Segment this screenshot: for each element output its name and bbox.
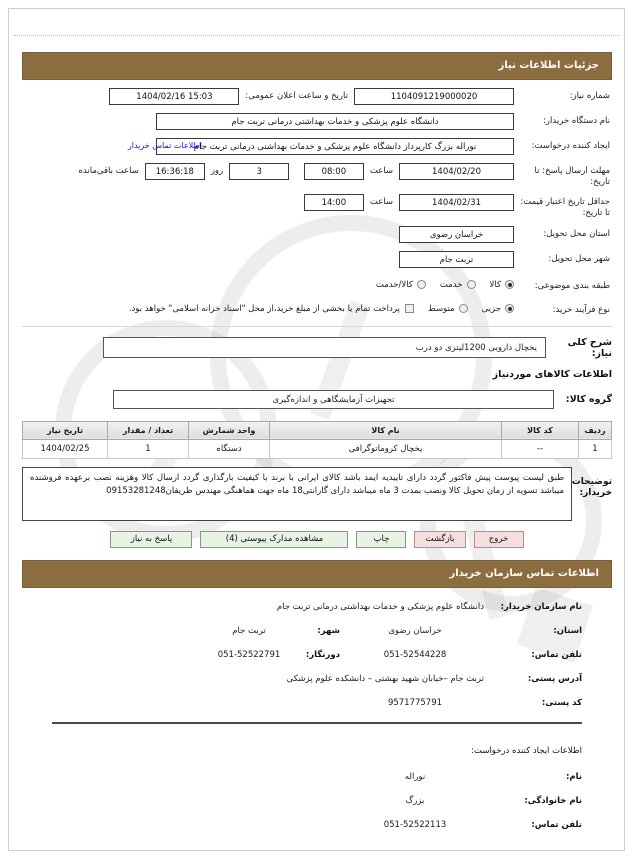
deadline-time-value: 08:00 xyxy=(304,163,364,180)
col-quantity: تعداد / مقدار xyxy=(108,421,189,439)
validity-date-value: 1404/02/31 xyxy=(399,194,514,211)
process-option-jozei-label: جزیی xyxy=(481,303,501,314)
goods-group-label: گروه کالا: xyxy=(565,393,612,405)
buyer-org-label: نام دستگاه خریدار: xyxy=(543,116,610,126)
need-number-row xyxy=(24,88,610,106)
process-option-jozei[interactable] xyxy=(482,304,514,314)
buyer-contact-panel xyxy=(22,588,612,708)
creator-info-panel xyxy=(22,772,612,830)
days-unit-label: روز xyxy=(210,166,224,176)
buyer-remarks-row xyxy=(22,467,612,521)
contact-section-title: اطلاعات تماس سازمان خریدار xyxy=(22,560,612,588)
cell-need-date: 1404/02/25 xyxy=(23,439,108,458)
contact-province-value: خراسان رضوی xyxy=(388,625,442,636)
col-code: کد کالا xyxy=(502,421,579,439)
view-attachments-button[interactable]: مشاهده مدارک پیوستی (4) xyxy=(200,531,348,548)
contact-phone-row xyxy=(52,650,582,660)
city-label: شهر محل تحویل: xyxy=(548,253,610,264)
contact-address-row xyxy=(52,674,582,684)
page-title: جزئیات اطلاعات نیاز xyxy=(22,52,612,80)
creator-firstname-row xyxy=(52,772,582,782)
radio-icon-kala-khedmat[interactable] xyxy=(417,280,426,289)
province-row xyxy=(24,226,610,244)
creator-lastname-value: بزرگ xyxy=(405,795,425,806)
action-button-bar xyxy=(22,531,612,548)
back-button[interactable]: بازگشت xyxy=(414,531,465,548)
top-divider xyxy=(14,35,620,36)
contact-address-label: آدرس پستی: xyxy=(527,673,582,684)
contact-city-label: شهر: xyxy=(317,625,340,636)
treasury-docs-checkbox-wrap[interactable] xyxy=(129,304,414,314)
category-option-khedmat[interactable] xyxy=(440,280,476,290)
category-option-khedmat-label: خدمت xyxy=(439,279,463,290)
creator-label: ایجاد کننده درخواست: xyxy=(531,141,610,151)
contact-province-label: استان: xyxy=(553,625,582,636)
remaining-days-value: 3 xyxy=(229,163,289,180)
contact-org-row xyxy=(52,602,582,612)
contact-city-value: تربت جام xyxy=(232,625,266,636)
need-number-value: 1104091219000020 xyxy=(354,88,514,105)
section-divider-2 xyxy=(52,722,582,724)
category-label: طبقه بندی موضوعی: xyxy=(534,280,610,291)
cell-code: -- xyxy=(502,439,579,458)
col-need-date: تاریخ نیاز xyxy=(23,421,108,439)
remaining-hours-label: ساعت باقی‌مانده xyxy=(78,166,139,176)
creator-phone-row xyxy=(52,820,582,830)
buyer-contact-link[interactable]: اطلاعات تماس خریدار xyxy=(127,141,202,150)
col-name: نام کالا xyxy=(270,421,502,439)
creator-value: نوراله بزرگ کارپرداز دانشگاه علوم پزشکی و خدمات بهداشتی درمانی تربت جام xyxy=(156,138,514,155)
radio-icon-khedmat[interactable] xyxy=(467,280,476,289)
creator-phone-value: 051-52522113 xyxy=(383,819,447,830)
need-summary-row xyxy=(22,337,612,359)
category-option-kala-label: کالا xyxy=(489,279,501,290)
validity-row xyxy=(24,194,610,218)
contact-org-label: نام سازمان خریدار: xyxy=(500,601,582,612)
creator-row xyxy=(24,138,610,156)
process-option-motevaset-label: متوسط xyxy=(427,303,455,314)
goods-section-title: اطلاعات کالاهای موردنیاز xyxy=(492,368,612,380)
respond-to-need-button[interactable]: پاسخ به نیاز xyxy=(110,531,192,548)
creator-lastname-row xyxy=(52,796,582,806)
cell-quantity: 1 xyxy=(108,439,189,458)
contact-phone-value: 051-52544228 xyxy=(383,649,447,660)
category-option-kala[interactable] xyxy=(490,280,514,290)
buyer-org-value: دانشگاه علوم پزشکی و خدمات بهداشتی درمانی تربت جام xyxy=(156,113,514,130)
contact-postal-label: کد پستی: xyxy=(541,697,582,708)
radio-icon-motevaset[interactable] xyxy=(459,304,468,313)
category-option-kala-khedmat-label: کالا/خدمت xyxy=(375,279,413,290)
province-value: خراسان رضوی xyxy=(399,226,514,243)
contact-fax-label: دورنگار: xyxy=(305,649,340,660)
announce-label: تاریخ و ساعت اعلان عمومی: xyxy=(245,91,348,101)
deadline-row xyxy=(24,163,610,187)
page-content xyxy=(22,52,612,844)
goods-group-value: تجهیزات آزمایشگاهی و اندازه‌گیری xyxy=(113,390,554,409)
deadline-label: مهلت ارسال پاسخ: تا تاریخ: xyxy=(534,166,610,187)
radio-icon-jozei[interactable] xyxy=(505,304,514,313)
validity-time-value: 14:00 xyxy=(304,194,364,211)
category-row xyxy=(24,276,610,294)
treasury-docs-label: پرداخت تمام یا بخشی از مبلغ خرید،از محل "اسناد خزانه اسلامی" خواهد بود. xyxy=(128,303,400,314)
table-row xyxy=(23,439,612,458)
exit-button[interactable]: خروج xyxy=(474,531,524,548)
cell-name: یخچال کروماتوگرافی xyxy=(270,439,502,458)
province-label: استان محل تحویل: xyxy=(543,228,610,239)
deadline-time-label: ساعت xyxy=(369,166,393,176)
buyer-org-row xyxy=(24,113,610,131)
goods-group-row xyxy=(22,390,612,409)
process-type-row xyxy=(24,300,610,318)
goods-table-header-row xyxy=(23,421,612,439)
category-option-kala-khedmat[interactable] xyxy=(376,280,426,290)
need-details-panel xyxy=(22,80,612,318)
buyer-remarks-text: طبق لیست پیوست پیش فاکتور گردد دارای تاییدیه ایمد باشد کالای ایرانی با برند با کیفیت بارگذاری گردد ارسال کالا وهزینه نصب برعهده فروشنده میباشد تسویه از زمان تحویل کالا ونصب بمدت 3 ماه میباشد دارای گارانتی18 ماه جهت هماهنگی مهندس ظریفان09153281248 xyxy=(22,467,572,521)
announce-datetime-value: 15:03 1404/02/16 xyxy=(109,88,239,105)
col-radif: ردیف xyxy=(579,421,612,439)
contact-province-row xyxy=(52,626,582,636)
need-number-label: شماره نیاز: xyxy=(569,91,610,101)
print-button[interactable]: چاپ xyxy=(356,531,406,548)
contact-phone-label: تلفن تماس: xyxy=(531,649,582,660)
cell-radif: 1 xyxy=(579,439,612,458)
validity-label: حداقل تاریخ اعتبار قیمت: تا تاریخ: xyxy=(520,197,610,218)
section-divider-1 xyxy=(22,326,612,327)
city-value: تربت جام xyxy=(399,251,514,268)
need-summary-label: شرح کلی نیاز: xyxy=(567,336,612,359)
creator-firstname-label: نام: xyxy=(565,771,582,782)
need-summary-value: یخچال دارویی 1200لیتری دو درب xyxy=(103,337,546,358)
validity-time-label: ساعت xyxy=(369,197,393,208)
goods-table xyxy=(22,421,612,459)
col-unit: واحد شمارش xyxy=(189,421,270,439)
process-option-motevaset[interactable] xyxy=(428,304,468,314)
city-row xyxy=(24,251,610,269)
contact-org-value: دانشگاه علوم پزشکی و خدمات بهداشتی درمانی تربت جام xyxy=(276,601,484,612)
deadline-date-value: 1404/02/20 xyxy=(399,163,514,180)
remaining-clock-value: 16:36:18 xyxy=(145,163,205,180)
creator-phone-label: تلفن تماس: xyxy=(531,819,582,830)
cell-unit: دستگاه xyxy=(189,439,270,458)
contact-postal-row xyxy=(52,698,582,708)
creator-lastname-label: نام خانوادگی: xyxy=(524,795,582,806)
process-type-label: نوع فرآیند خرید: xyxy=(552,304,610,315)
contact-address-value: تربت جام –خیابان شهید بهشتی – دانشکده علوم پزشکی xyxy=(286,673,484,684)
radio-icon-kala[interactable] xyxy=(505,280,514,289)
creator-section-title: اطلاعات ایجاد کننده درخواست: xyxy=(471,745,582,756)
contact-fax-value: 051-52522791 xyxy=(217,649,281,660)
contact-postal-value: 9571775791 xyxy=(387,697,443,708)
buyer-remarks-label: توضیحات خریدار: xyxy=(571,476,612,499)
creator-firstname-value: نوراله xyxy=(404,771,426,782)
checkbox-icon-treasury-docs[interactable] xyxy=(405,304,414,313)
